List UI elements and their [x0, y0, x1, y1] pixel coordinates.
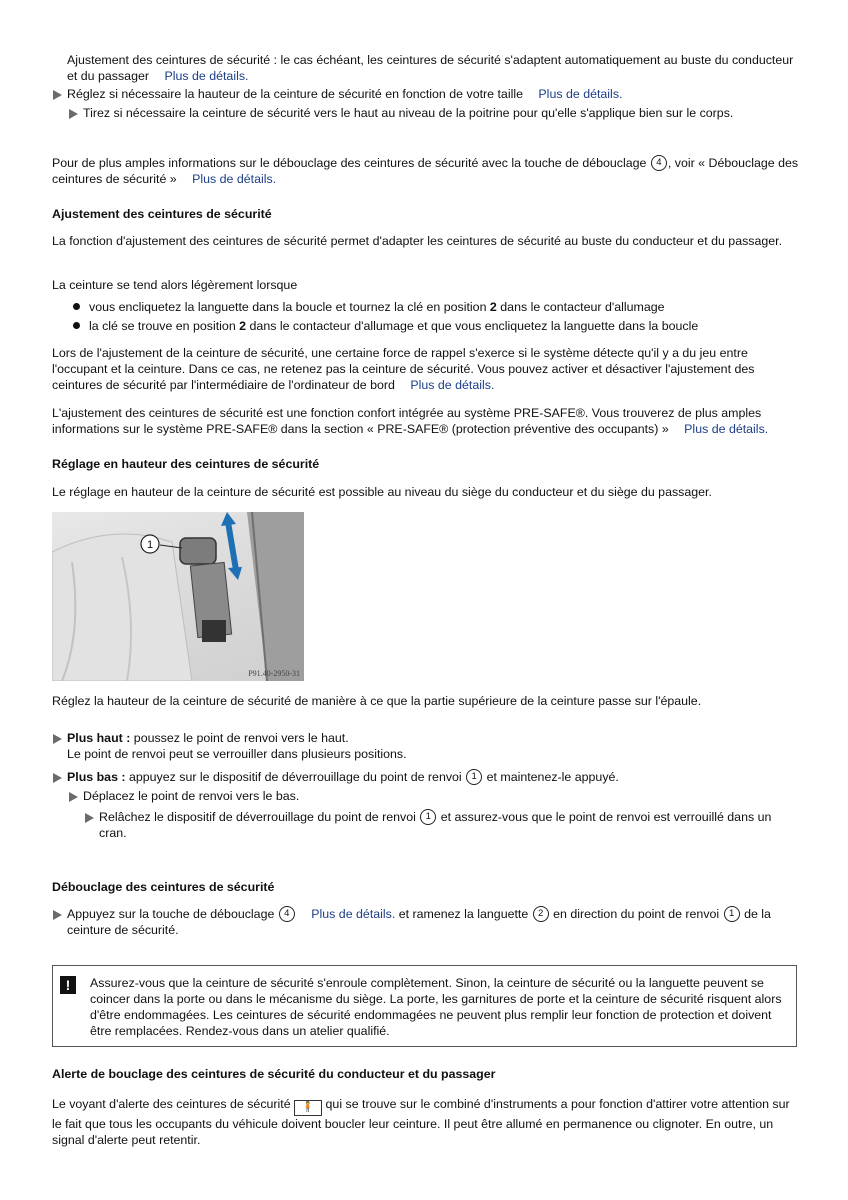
callout-number-icon: 4 — [651, 155, 667, 171]
step-move-anchor — [68, 788, 798, 804]
step-note: Le point de renvoi peut se verrouiller dans plusieurs positions. — [67, 747, 407, 761]
step-text: poussez le point de renvoi vers le haut. — [133, 731, 349, 745]
arrow-right-icon — [85, 813, 94, 823]
list-item-text: vous encliquetez la languette dans la boucle et tournez la clé en position — [89, 300, 487, 314]
details-link[interactable]: Plus de détails. — [684, 422, 769, 436]
figure-callout-number: 1 — [146, 539, 154, 551]
unbuckle-info-text: Pour de plus amples informations sur le débouclage des ceintures de sécurité avec la touche de débouclage — [52, 156, 647, 170]
bullet-icon — [73, 322, 80, 329]
step-text: et maintenez-le appuyé. — [486, 770, 619, 784]
paragraph — [52, 345, 800, 393]
step-text: en direction du point de renvoi — [553, 907, 720, 921]
details-link[interactable]: Plus de détails. — [538, 87, 623, 101]
list-item — [52, 318, 800, 334]
callout-number-icon: 2 — [533, 906, 549, 922]
paragraph — [52, 1096, 800, 1148]
step-text: Déplacez le point de renvoi vers le bas. — [83, 789, 300, 803]
step-text: Réglez si nécessaire la hauteur de la ceinture de sécurité en fonction de votre taille — [67, 87, 523, 101]
paragraph: La fonction d'ajustement des ceintures de sécurité permet d'adapter les ceintures de sécurité au buste du conducteur et du passager. — [52, 234, 783, 248]
position-number: 2 — [489, 300, 497, 314]
arrow-right-icon — [69, 792, 78, 802]
arrow-right-icon — [53, 773, 62, 783]
arrow-right-icon — [53, 734, 62, 744]
unbuckle-info-text-2: , voir « Débouclage des ceintures de sécurité » — [52, 156, 799, 186]
belt-illustration-svg — [52, 512, 304, 681]
seatbelt-warning-icon: 🧍 — [294, 1100, 322, 1116]
step-text: et ramenez la languette — [398, 907, 529, 921]
position-number: 2 — [239, 319, 247, 333]
list-item — [52, 299, 800, 315]
bullet-icon — [73, 303, 80, 310]
callout-number-icon: 4 — [279, 906, 295, 922]
list-item-text: dans le contacteur d'allumage et que vous encliquetez la languette dans la boucle — [249, 319, 699, 333]
step-text: de la ceinture de sécurité. — [67, 907, 771, 937]
paragraph: Réglez la hauteur de la ceinture de sécurité de manière à ce que la partie supérieure de la ceinture passe sur l'épaule. — [52, 694, 702, 708]
list-item-text: dans le contacteur d'allumage — [500, 300, 665, 314]
list-item-text: la clé se trouve en position — [89, 319, 236, 333]
step-adjust-height — [52, 86, 800, 102]
arrow-right-icon — [69, 109, 78, 119]
step-text: appuyez sur le dispositif de déverrouillage du point de renvoi — [128, 770, 462, 784]
step-label: Plus haut : — [67, 731, 131, 745]
paragraph-text: qui se trouve sur le combiné d'instruments a pour fonction d'attirer votre attention sur le fait que tous les occupants du véhicule doivent boucler leur ceinture. Il peut être allumé en permanence ou clignoter. En outre, un signal d'alerte peut retentir. — [52, 1097, 790, 1147]
step-pull-belt — [68, 105, 798, 121]
section-heading: Réglage en hauteur des ceintures de sécurité — [52, 457, 320, 471]
belt-height-illustration — [52, 512, 304, 681]
details-link[interactable]: Plus de détails. — [164, 69, 249, 83]
details-link[interactable]: Plus de détails. — [410, 378, 495, 392]
paragraph — [52, 405, 800, 437]
callout-number-icon: 1 — [724, 906, 740, 922]
warning-box — [52, 965, 797, 1047]
section-heading: Débouclage des ceintures de sécurité — [52, 880, 275, 894]
warning-icon: ! — [60, 976, 76, 994]
warning-text: Assurez-vous que la ceinture de sécurité s'enroule complètement. Sinon, la ceinture de sécurité ou la languette peuvent se coincer dans la porte ou dans le mécanisme du siège. La porte, les garnitures de porte et la ceinture de sécurité risquent alors d'être endommagées. Les ceintures de sécurité endommagées ne peuvent plus remplir leur fonction de protection et doivent être remplacées. Rendez-vous dans un atelier qualifié. — [90, 976, 782, 1038]
step-move-down — [52, 769, 800, 785]
step-text: Appuyez sur la touche de débouclage — [67, 907, 275, 921]
adjust-intro — [67, 52, 797, 84]
step-release — [84, 809, 798, 841]
section-heading: Alerte de bouclage des ceintures de sécurité du conducteur et du passager — [52, 1067, 496, 1081]
arrow-right-icon — [53, 90, 62, 100]
step-text: Relâchez le dispositif de déverrouillage du point de renvoi — [99, 810, 416, 824]
paragraph-text: L'ajustement des ceintures de sécurité est une fonction confort intégrée au système PRE-SAFE®. Vous trouverez de plus amples informations sur le système PRE-SAFE® dans la section « PRE-SAFE® (protection préventive des occupants) » — [52, 406, 762, 436]
paragraph-text: Lors de l'ajustement de la ceinture de sécurité, une certaine force de rappel s'exerce si le système détecte qu'il y a du jeu entre l'occupant et la ceinture. Dans ce cas, ne retenez pas la ceinture de sécurité. Vous pouvez activer et désactiver l'ajustement des ceintures de sécurité par l'intermédiaire de l'ordinateur de bord — [52, 346, 755, 392]
section-heading: Ajustement des ceintures de sécurité — [52, 207, 272, 221]
details-link[interactable]: Plus de détails. — [311, 907, 396, 921]
paragraph: La ceinture se tend alors légèrement lorsque — [52, 278, 298, 292]
figure-code: P91.40-2950-31 — [248, 669, 300, 678]
arrow-right-icon — [53, 910, 62, 920]
paragraph: Le réglage en hauteur de la ceinture de sécurité est possible au niveau du siège du conducteur et du siège du passager. — [52, 485, 712, 499]
details-link[interactable]: Plus de détails. — [192, 172, 277, 186]
unbuckle-info — [52, 155, 800, 187]
adjust-intro-text: Ajustement des ceintures de sécurité : le cas échéant, les ceintures de sécurité s'adaptent automatiquement au buste du conducteur et du passager — [67, 53, 794, 83]
paragraph-text: Le voyant d'alerte des ceintures de sécurité — [52, 1097, 291, 1111]
step-unbuckle — [52, 906, 800, 938]
callout-number-icon: 1 — [466, 769, 482, 785]
step-text: et assurez-vous que le point de renvoi est verrouillé dans un cran. — [99, 810, 772, 840]
callout-number-icon: 1 — [420, 809, 436, 825]
step-label: Plus bas : — [67, 770, 126, 784]
step-text: Tirez si nécessaire la ceinture de sécurité vers le haut au niveau de la poitrine pour qu'elle s'applique bien sur le corps. — [83, 106, 734, 120]
step-move-up — [52, 730, 800, 762]
